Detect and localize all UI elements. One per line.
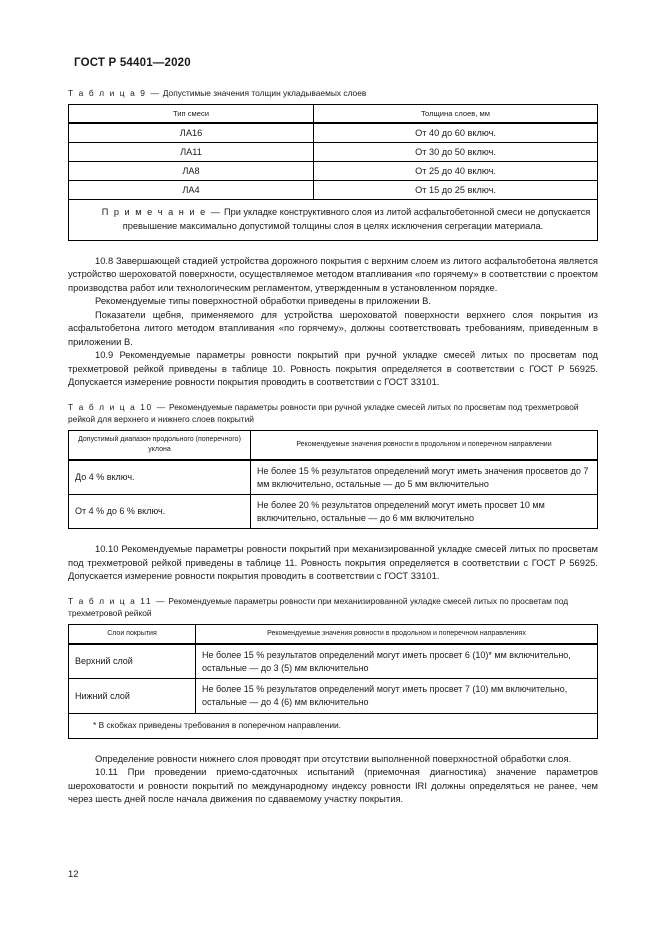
table-cell: От 15 до 25 включ. bbox=[314, 180, 598, 199]
table-11-header-cell: Рекомендуемые значения ровности в продольном и поперечном направлениях bbox=[196, 624, 598, 644]
page-content bbox=[68, 88, 598, 806]
table-11 bbox=[68, 624, 598, 739]
table-cell: ЛА16 bbox=[69, 123, 314, 143]
table-cell: До 4 % включ. bbox=[69, 460, 251, 495]
table-cell: Не более 15 % результатов определений могут иметь просвет 6 (10)* мм включительно, остальные — до 3 (5) мм включительно bbox=[196, 644, 598, 679]
table-cell: ЛА8 bbox=[69, 161, 314, 180]
table-cell: Не более 15 % результатов определений могут иметь значения просветов до 7 мм включительно, остальные — до 5 мм включительно bbox=[251, 460, 598, 495]
table-row bbox=[69, 123, 598, 143]
paragraph-crushed-stone-indicators: Показатели щебня, применяемого для устройства шероховатой поверхности верхнего слоя покрытия из асфальтобетона литого методом втапливания «по горячему», должны соответствовать требованиям, приведенным в приложении В. bbox=[68, 308, 598, 347]
table-cell: От 4 % до 6 % включ. bbox=[69, 495, 251, 529]
table-11-caption-label: Т а б л и ц а 11 — bbox=[68, 595, 167, 606]
table-cell: Не более 15 % результатов определений могут иметь просвет 7 (10) мм включительно, остальные — до 4 (6) мм включительно bbox=[196, 679, 598, 714]
paragraph-recommended-types: Рекомендуемые типы поверхностной обработки приведены в приложении В. bbox=[95, 295, 431, 307]
table-11-caption bbox=[68, 596, 598, 620]
table-cell: ЛА11 bbox=[69, 142, 314, 161]
table-cell: Нижний слой bbox=[69, 679, 196, 714]
table-row bbox=[69, 180, 598, 199]
table-9-note-label: П р и м е ч а н и е — bbox=[101, 206, 222, 217]
table-10 bbox=[68, 430, 598, 530]
table-row bbox=[69, 679, 598, 714]
table-10-caption-text: Рекомендуемые параметры ровности при ручной укладке смесей литых по просветам под трехметровой рейкой для верхнего и нижнего слоев покрытий bbox=[68, 401, 579, 424]
table-11-caption-text: Рекомендуемые параметры ровности при механизированной укладке смесей литых по просветам под трехметровой рейкой bbox=[68, 595, 569, 618]
table-row bbox=[69, 460, 598, 495]
table-9-note-text: При укладке конструктивного слоя из литой асфальтобетонной смеси не допускается превышение максимально допустимой толщины слоя в целях исключения сегрегации материала. bbox=[122, 206, 591, 231]
paragraph-block-10-10 bbox=[68, 542, 598, 583]
table-9-header-row bbox=[69, 104, 598, 123]
paragraph-lower-layer-evenness: Определение ровности нижнего слоя проводят при отсутствии выполненной поверхностной обработки слоя. bbox=[95, 752, 572, 764]
paragraph-10-9: 10.9 Рекомендуемые параметры ровности покрытий при ручной укладке смесей литых по просветам под трехметровой рейкой приведены в таблице 10. Ровность покрытия определяется в соответствии с ГОСТ Р 56925. Допускается измерение ровности покрытия проводить в соответствии с ГОСТ 33101. bbox=[68, 349, 598, 388]
table-10-header-cell: Рекомендуемые значения ровности в продольном и поперечном направлении bbox=[251, 430, 598, 460]
table-9-header-cell: Толщина слоев, мм bbox=[314, 104, 598, 123]
table-9-header-cell: Тип смеси bbox=[69, 104, 314, 123]
paragraph-block-closing bbox=[68, 752, 598, 806]
paragraph-10-8: 10.8 Завершающей стадией устройства дорожного покрытия с верхним слоем из литого асфальтобетона является устройство шероховатой поверхности, осуществляемое методом втапливания «по горячему» в соответствии с проектом производства работ или технологическим регламентом, утвержденным в установленном порядке. bbox=[68, 254, 598, 293]
table-9-caption-text: Допустимые значения толщин укладываемых слоев bbox=[160, 88, 367, 98]
table-cell: От 40 до 60 включ. bbox=[314, 123, 598, 143]
table-10-caption bbox=[68, 402, 598, 426]
table-11-footnote-row bbox=[69, 713, 598, 738]
table-cell: Верхний слой bbox=[69, 644, 196, 679]
table-row bbox=[69, 644, 598, 679]
running-header: ГОСТ Р 54401—2020 bbox=[74, 57, 191, 69]
table-cell: От 30 до 50 включ. bbox=[314, 142, 598, 161]
table-11-footnote: * В скобках приведены требования в поперечном направлении. bbox=[69, 713, 598, 738]
page-number: 12 bbox=[68, 868, 79, 879]
table-9 bbox=[68, 104, 598, 241]
table-9-caption bbox=[68, 88, 598, 100]
table-cell: От 25 до 40 включ. bbox=[314, 161, 598, 180]
table-10-header-row bbox=[69, 430, 598, 460]
table-9-caption-label: Т а б л и ц а 9 — bbox=[68, 88, 161, 98]
table-cell: Не более 20 % результатов определений могут иметь просвет 10 мм включительно, остальные — до 6 мм включительно bbox=[251, 495, 598, 529]
table-11-header-row bbox=[69, 624, 598, 644]
table-cell: ЛА4 bbox=[69, 180, 314, 199]
table-9-note-row bbox=[69, 199, 598, 240]
table-row bbox=[69, 161, 598, 180]
table-10-header-cell: Допустимый диапазон продольного (поперечного) уклона bbox=[69, 430, 251, 460]
paragraph-10-10: 10.10 Рекомендуемые параметры ровности покрытий при механизированной укладке смесей литых по просветам под трехметровой рейкой приведены в таблице 11. Ровность покрытия определяется в соответствии с ГОСТ Р 56925. Допускается измерение ровности покрытия проводить в соответствии с ГОСТ 33101. bbox=[68, 543, 598, 582]
table-row bbox=[69, 142, 598, 161]
table-10-caption-label: Т а б л и ц а 10 — bbox=[68, 401, 167, 412]
table-11-header-cell: Слои покрытия bbox=[69, 624, 196, 644]
paragraph-10-11: 10.11 При проведении приемо-сдаточных испытаний (приемочная диагностика) значение параметров шероховатости и ровности покрытий по международному индексу ровности IRI должны определяться не ранее, чем через шесть дней после начала движения по сдаваемому участку покрытия. bbox=[68, 766, 598, 805]
table-row bbox=[69, 495, 598, 529]
table-9-note-cell bbox=[69, 199, 598, 240]
paragraph-block-10-8 bbox=[68, 254, 598, 389]
